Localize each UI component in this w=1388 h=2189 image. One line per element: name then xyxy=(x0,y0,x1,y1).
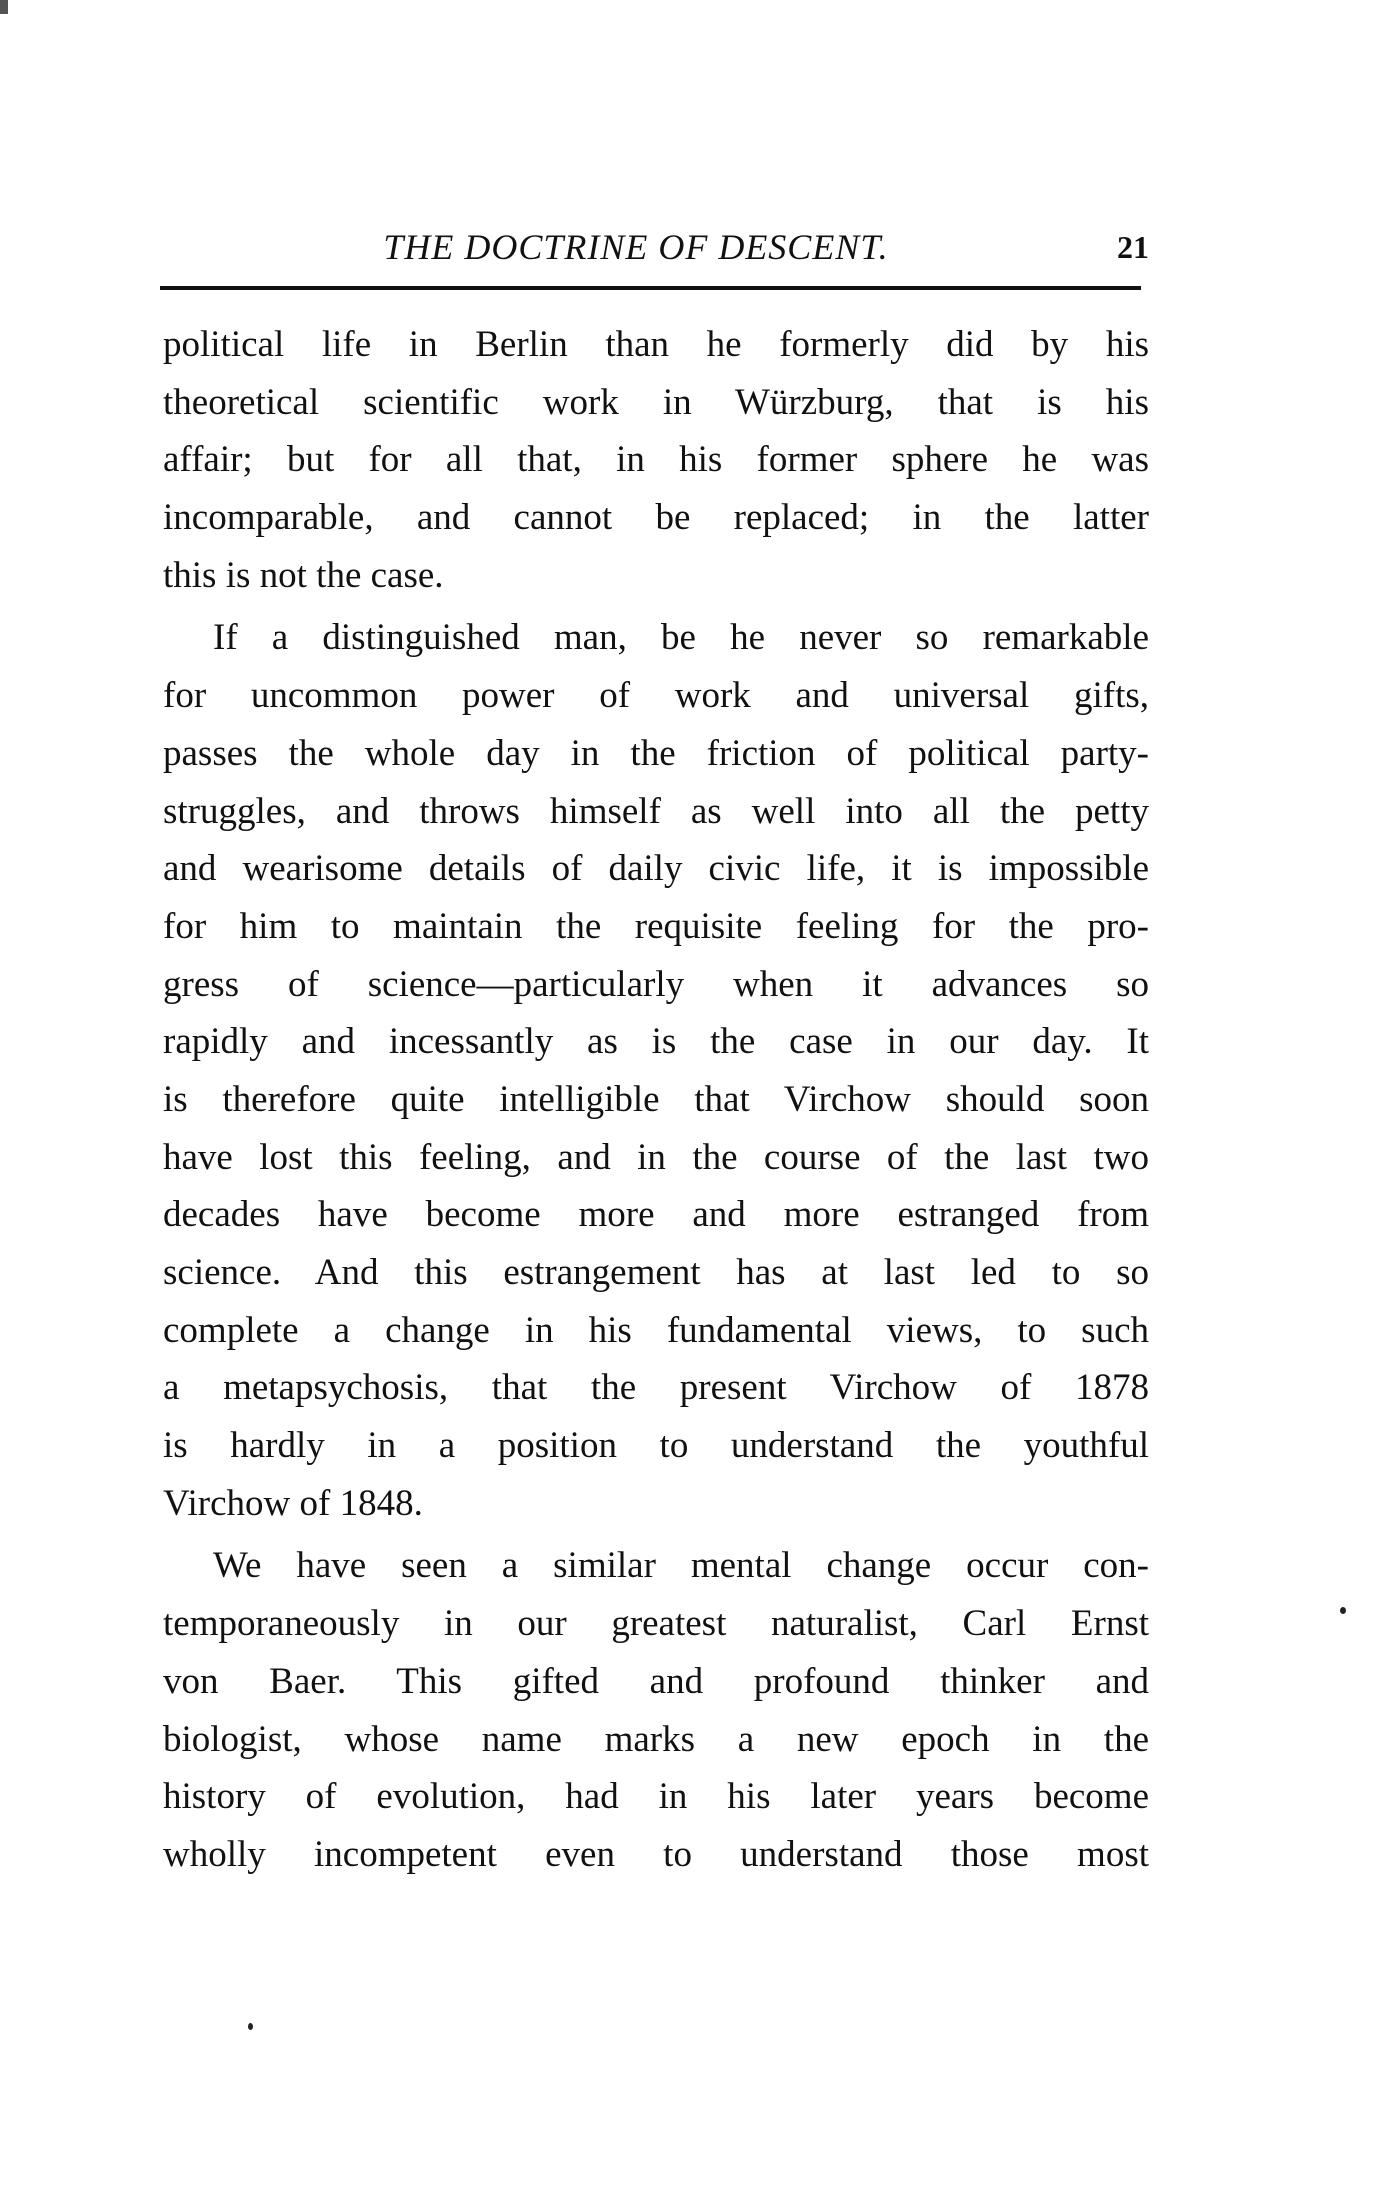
running-title: THE DOCTRINE OF DESCENT. xyxy=(383,227,889,267)
scan-speck xyxy=(1340,1607,1346,1614)
text-line: this is not the case. xyxy=(163,554,444,596)
text-line: and wearisome details of daily civic life, it is impossible xyxy=(163,848,1149,890)
text-line: have lost this feeling, and in the course of the last two xyxy=(163,1136,1149,1178)
paragraph-2 xyxy=(163,609,1149,1532)
text-line: science. And this estrangement has at last led to so xyxy=(163,1252,1149,1293)
text-line: for him to maintain the requisite feeling for the pro- xyxy=(163,905,1149,947)
text-line: affair; but for all that, in his former sphere he was xyxy=(163,439,1149,481)
body-text xyxy=(163,316,1149,1889)
page-number: 21 xyxy=(1117,229,1149,265)
text-line: is therefore quite intelligible that Virchow should soon xyxy=(163,1078,1149,1120)
running-head xyxy=(163,222,1149,272)
text-line: theoretical scientific work in Würzburg, that is his xyxy=(163,381,1149,423)
text-line: Virchow of 1848. xyxy=(163,1482,423,1524)
text-line: rapidly and incessantly as is the case in our day. It xyxy=(163,1021,1149,1063)
text-line: We have seen a similar mental change occur con- xyxy=(213,1545,1149,1587)
text-line: von Baer. This gifted and profound thinker and xyxy=(163,1660,1149,1702)
scan-speck xyxy=(0,0,8,14)
paragraph-1 xyxy=(163,316,1149,604)
text-line: political life in Berlin than he formerly did by his xyxy=(163,324,1149,365)
text-line: struggles, and throws himself as well into all the petty xyxy=(163,790,1149,832)
text-line: decades have become more and more estranged from xyxy=(163,1194,1149,1236)
text-line: is hardly in a position to understand the youthful xyxy=(163,1425,1149,1467)
text-line: complete a change in his fundamental views, to such xyxy=(163,1309,1149,1351)
text-line: wholly incompetent even to understand those most xyxy=(163,1833,1149,1875)
text-line: If a distinguished man, be he never so remarkable xyxy=(213,617,1149,659)
text-line: for uncommon power of work and universal gifts, xyxy=(163,675,1149,717)
header-rule xyxy=(160,286,1141,290)
text-line: history of evolution, had in his later years become xyxy=(163,1776,1149,1818)
text-line: temporaneously in our greatest naturalist, Carl Ernst xyxy=(163,1603,1149,1645)
text-line: passes the whole day in the friction of political party- xyxy=(163,732,1149,774)
text-line: a metapsychosis, that the present Virchow of 1878 xyxy=(163,1367,1149,1409)
text-line: biologist, whose name marks a new epoch in the xyxy=(163,1718,1149,1760)
paragraph-3 xyxy=(163,1537,1149,1883)
text-line: incomparable, and cannot be replaced; in the latter xyxy=(163,497,1149,539)
scan-speck xyxy=(248,2023,253,2030)
text-line: gress of science—particularly when it advances so xyxy=(163,963,1149,1005)
